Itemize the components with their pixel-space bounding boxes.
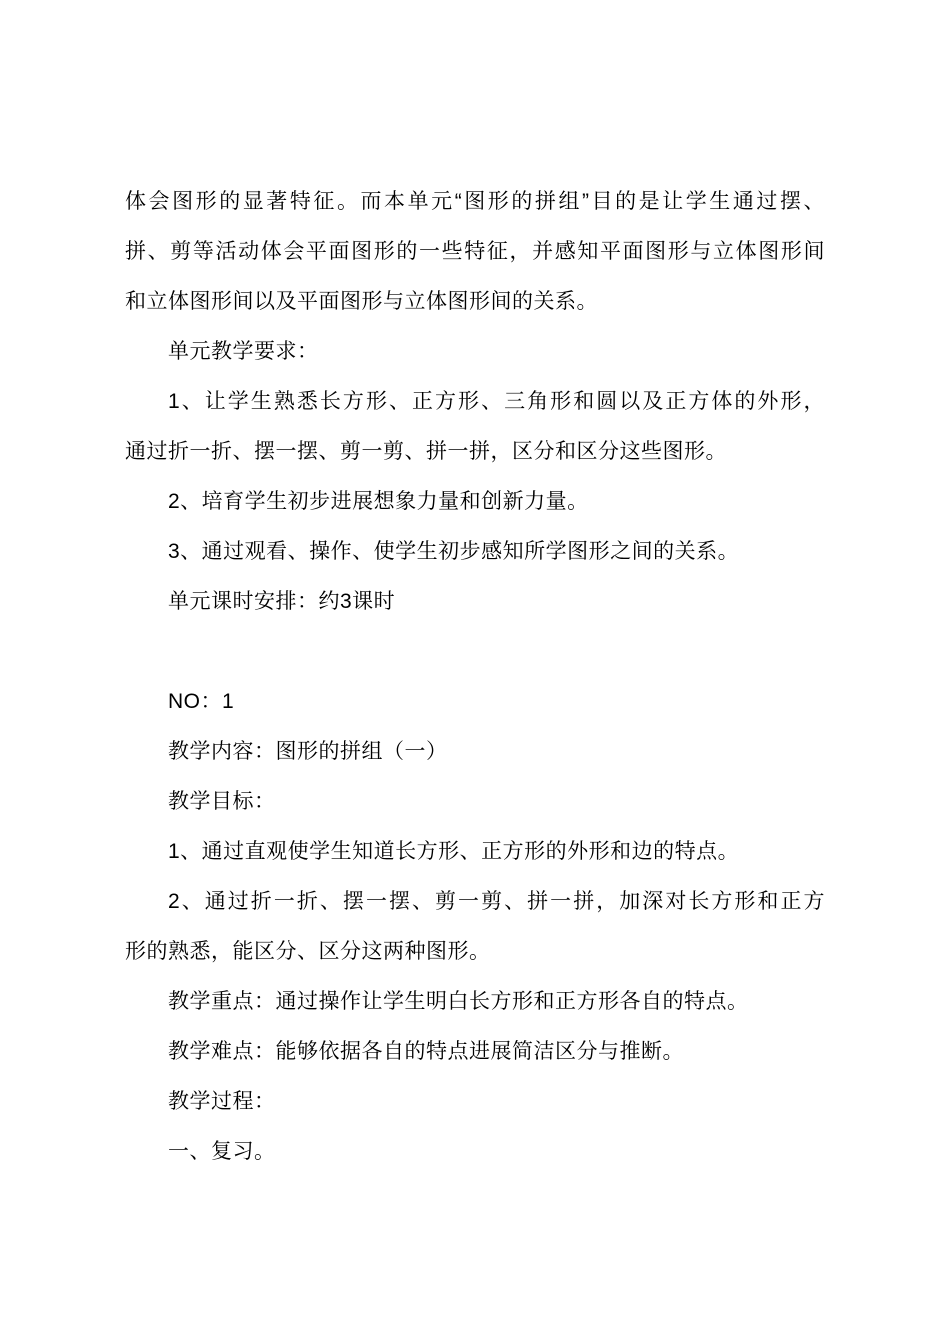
text-line: 单元课时安排：约3课时 [168, 590, 396, 613]
text-line: 体会图形的显著特征。而本单元“图形的拼组”目的是让学生通过摆、 [125, 190, 825, 213]
text-line: 教学难点：能够依据各自的特点进展简洁区分与推断。 [168, 1040, 684, 1063]
text-line: 教学过程： [168, 1090, 276, 1113]
blank-line [125, 627, 825, 677]
text-line: 教学目标： [168, 790, 276, 813]
text-line: 单元教学要求： [168, 340, 319, 363]
text-line: 拼、剪等活动体会平面图形的一些特征，并感知平面图形与立体图形间 [125, 240, 825, 263]
text-line: 通过折一折、摆一摆、剪一剪、拼一拼，区分和区分这些图形。 [125, 440, 727, 463]
text-line: 一、复习。 [168, 1140, 276, 1163]
text-line: 教学重点：通过操作让学生明白长方形和正方形各自的特点。 [168, 990, 749, 1013]
text-line: 2、培育学生初步进展想象力量和创新力量。 [168, 490, 589, 513]
text-line: 2、通过折一折、摆一摆、剪一剪、拼一拼，加深对长方形和正方 [168, 890, 825, 913]
text-line: 教学内容：图形的拼组（一） [168, 740, 448, 763]
text-line: 1、让学生熟悉长方形、正方形、三角形和圆以及正方体的外形， [168, 390, 825, 413]
text-line: 1、通过直观使学生知道长方形、正方形的外形和边的特点。 [168, 840, 740, 863]
text-line: 3、通过观看、操作、使学生初步感知所学图形之间的关系。 [168, 540, 740, 563]
text-line: NO：1 [168, 690, 235, 713]
text-line: 和立体图形间以及平面图形与立体图形间的关系。 [125, 290, 598, 313]
document-body [125, 177, 825, 1177]
text-line: 形的熟悉，能区分、区分这两种图形。 [125, 940, 491, 963]
